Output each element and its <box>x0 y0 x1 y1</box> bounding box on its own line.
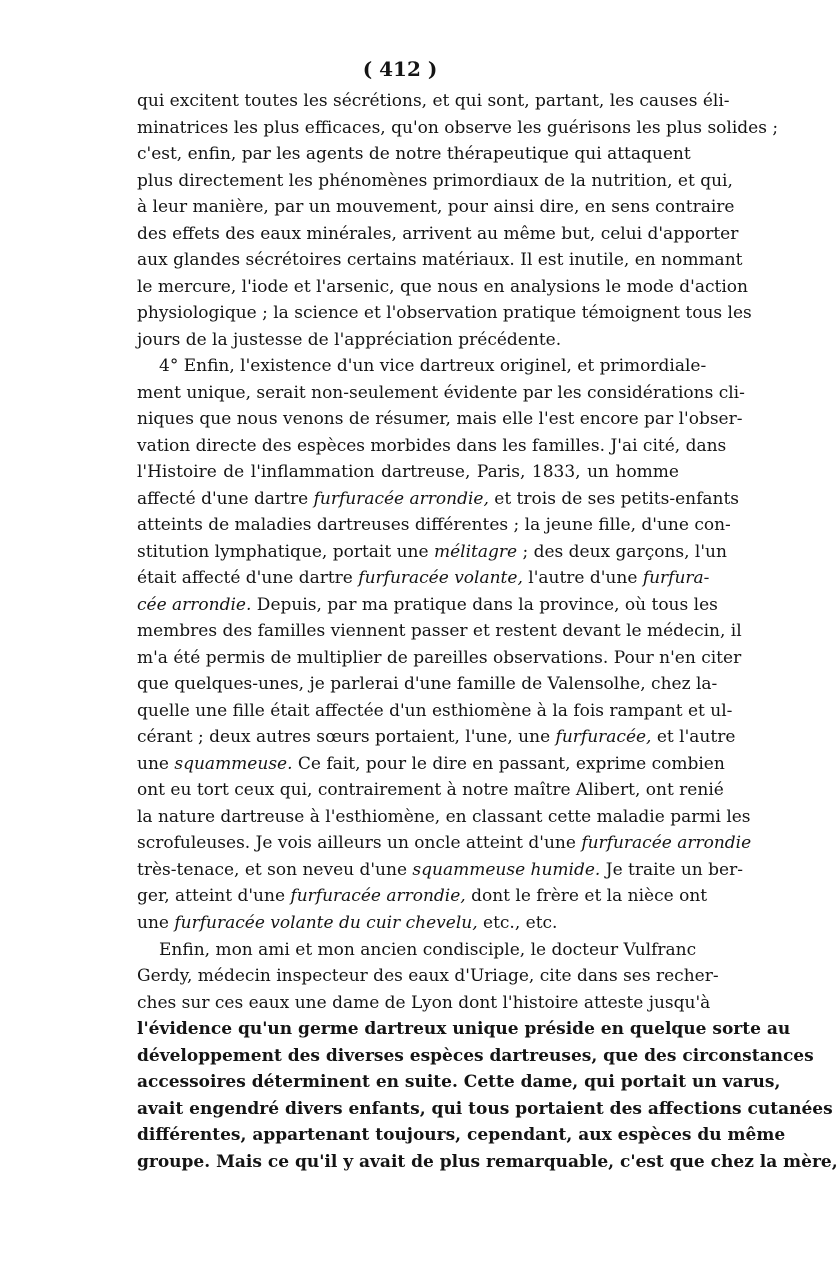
text-line: aux glandes sécrétoires certains matériaux. Il est inutile, en nommant <box>137 250 743 271</box>
text-line: vation directe des espèces morbides dans les familles. J'ai cité, dans <box>137 435 727 456</box>
text-line <box>137 830 752 857</box>
italic-term: mélitagre <box>433 541 518 562</box>
text-segment: stitution lymphatique, portait une <box>137 541 434 562</box>
text-segment: cérant ; deux autres sœurs portaient, l'une, une <box>137 727 556 748</box>
text-segment: et trois de ses petits-enfants <box>488 488 740 509</box>
text-segment: Je traite un ber- <box>600 859 743 880</box>
text-segment: dont le frère et la nièce ont <box>465 886 708 907</box>
italic-term: furfuracée arrondie, <box>290 886 466 907</box>
italic-term: squammeuse. <box>174 753 293 774</box>
italic-term: furfuracée volante, <box>358 568 523 589</box>
text-line: physiologique ; la science et l'observation pratique témoignent tous les <box>137 303 752 324</box>
text-line: le mercure, l'iode et l'arsenic, que nous en analysions le mode d'action <box>137 276 748 297</box>
text-line: quelle une fille était affectée d'un esthiomène à la fois rampant et ul- <box>137 700 733 721</box>
text-line: l'Histoire de l'inflammation dartreuse, Paris, 1833, un homme <box>137 462 679 483</box>
text-line: avait engendré divers enfants, qui tous portaient des affections cutanées <box>137 1098 833 1119</box>
text-line: qui excitent toutes les sécrétions, et qui sont, partant, les causes éli- <box>137 91 730 111</box>
italic-term: furfuracée volante du cuir chevelu, <box>174 912 478 933</box>
text-line: ment unique, serait non-seulement évidente par les considérations cli- <box>137 382 745 403</box>
text-line <box>137 857 743 884</box>
text-segment: l'autre d'une <box>522 568 643 589</box>
italic-term: cée arrondie. <box>137 594 252 615</box>
text-line <box>137 910 679 937</box>
italic-term: furfuracée arrondie <box>581 833 752 854</box>
text-segment: scrofuleuses. Je vois ailleurs un oncle atteint d'une <box>137 833 582 854</box>
text-line <box>137 724 736 751</box>
text-line: à leur manière, par un mouvement, pour ainsi dire, en sens contraire <box>137 197 735 218</box>
text-line: ches sur ces eaux une dame de Lyon dont l'histoire atteste jusqu'à <box>137 992 711 1013</box>
text-line: que quelques-unes, je parlerai d'une famille de Valensolhe, chez la- <box>137 674 718 695</box>
text-segment: etc., etc. <box>477 912 558 933</box>
text-line: développement des diverses espèces dartreuses, que des circonstances <box>137 1045 814 1066</box>
text-line: l'évidence qu'un germe dartreux unique préside en quelque sorte au <box>137 1019 791 1040</box>
text-line: c'est, enfin, par les agents de notre thérapeutique qui attaquent <box>137 144 691 165</box>
text-line: accessoires déterminent en suite. Cette dame, qui portait un varus, <box>137 1072 781 1093</box>
page-number: ( 412 ) <box>362 57 438 81</box>
text-line <box>137 883 708 910</box>
text-line <box>137 592 718 619</box>
text-segment: Depuis, par ma pratique dans la province, où tous les <box>251 594 718 615</box>
text-segment: Ce fait, pour le dire en passant, exprime combien <box>292 753 725 774</box>
italic-term: furfuracée, <box>555 727 652 748</box>
text-line: groupe. Mais ce qu'il y avait de plus remarquable, c'est que chez la mère, <box>137 1151 838 1172</box>
text-line <box>137 565 710 592</box>
text-segment: très-tenace, et son neveu d'une <box>137 859 413 880</box>
text-line: Enfin, mon ami et mon ancien condisciple, le docteur Vulfranc <box>159 939 697 960</box>
italic-term: squammeuse humide. <box>412 859 601 880</box>
text-line: la nature dartreuse à l'esthiomène, en classant cette maladie parmi les <box>137 806 751 827</box>
text-line: minatrices les plus efficaces, qu'on observe les guérisons les plus solides ; <box>137 117 779 138</box>
text-line: des effets des eaux minérales, arrivent au même but, celui d'apporter <box>137 223 739 244</box>
text-segment: était affecté d'une dartre <box>137 568 359 589</box>
italic-term: furfuracée arrondie, <box>313 488 489 509</box>
text-line: m'a été permis de multiplier de pareilles observations. Pour n'en citer <box>137 647 742 668</box>
text-segment: une <box>137 912 175 933</box>
text-line <box>137 539 727 566</box>
text-line <box>137 751 725 778</box>
text-segment: ger, atteint d'une <box>137 886 291 907</box>
text-line: ont eu tort ceux qui, contrairement à notre maître Alibert, ont renié <box>137 780 724 801</box>
text-line: membres des familles viennent passer et restent devant le médecin, il <box>137 621 742 642</box>
text-line <box>137 486 740 513</box>
text-line: 4° Enfin, l'existence d'un vice dartreux originel, et primordiale- <box>159 356 707 377</box>
text-line: différentes, appartenant toujours, cependant, aux espèces du même <box>137 1125 786 1146</box>
body-text <box>137 88 838 1175</box>
text-segment: et l'autre <box>651 727 736 748</box>
text-line: plus directement les phénomènes primordiaux de la nutrition, et qui, <box>137 170 733 191</box>
italic-term: furfura- <box>642 568 710 589</box>
text-line: Gerdy, médecin inspecteur des eaux d'Uriage, cite dans ses recher- <box>137 966 719 987</box>
text-line: niques que nous venons de résumer, mais elle l'est encore par l'obser- <box>137 409 743 430</box>
text-segment: affecté d'une dartre <box>137 488 314 509</box>
text-segment: une <box>137 753 175 774</box>
text-line: jours de la justesse de l'appréciation précédente. <box>137 329 562 350</box>
text-line: atteints de maladies dartreuses différentes ; la jeune fille, d'une con- <box>137 515 731 536</box>
text-segment: ; des deux garçons, l'un <box>517 541 727 562</box>
